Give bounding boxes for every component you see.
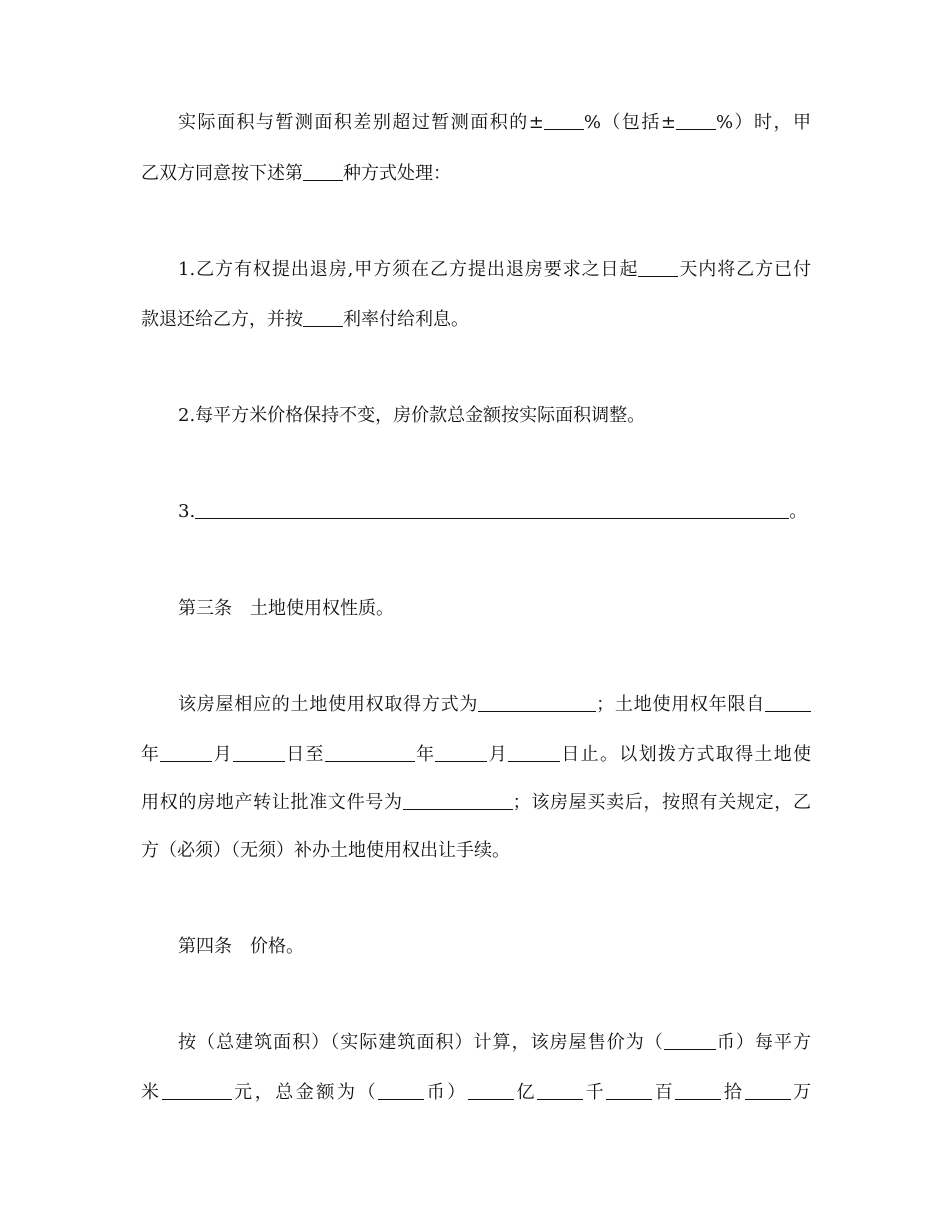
text-segment: 月 [212, 744, 233, 765]
land-use-line-4: 方（必须）（无须）补办土地使用权出让手续。 [141, 840, 510, 861]
text-segment: 元，总金额为（ [231, 1082, 379, 1103]
text-segment: 千 [583, 1082, 607, 1103]
text-segment: 乙双方同意按下述第 [141, 163, 303, 184]
blank-field [195, 500, 789, 519]
text-segment: 年 [414, 744, 436, 765]
blank-field [468, 1081, 514, 1100]
blank-field [745, 1081, 791, 1100]
article-3-heading: 第三条 土地使用权性质。 [178, 598, 394, 619]
text-segment: ；该房屋买卖后，按照有关规定，乙 [512, 792, 811, 813]
text-segment: 1.乙方有权提出退房,甲方须在乙方提出退房要求之日起 [178, 259, 639, 280]
text-segment: 拾 [721, 1082, 745, 1103]
blank-field [325, 743, 415, 762]
text-segment: 按（总建筑面积）（实际建筑面积）计算，该房屋售价为（ [178, 1032, 664, 1053]
blank-field [233, 743, 285, 762]
blank-field [675, 1081, 721, 1100]
text-segment: 日止。以划拨方式取得土地使 [560, 744, 812, 765]
text-segment: %（包括± [583, 112, 676, 133]
text-segment: 种方式处理： [343, 163, 451, 184]
option-3 [178, 500, 811, 524]
price-line-2 [141, 1081, 811, 1105]
text-segment: 币）每平方 [715, 1032, 812, 1053]
text-segment: 3. [178, 501, 196, 522]
land-use-line-2 [141, 743, 811, 767]
text-segment: 利率付给利息。 [343, 309, 469, 330]
blank-field [303, 162, 343, 181]
blank-field [508, 743, 560, 762]
text-segment: 日至 [284, 744, 325, 765]
blank-field [162, 1081, 232, 1100]
text-segment: 米 [141, 1082, 162, 1103]
article-4-heading: 第四条 价格。 [178, 936, 304, 957]
text-segment: 该房屋相应的土地使用权取得方式为 [178, 694, 479, 715]
blank-field [403, 791, 513, 810]
text-segment: 款退还给乙方，并按 [141, 309, 303, 330]
text-segment: 实际面积与暂测面积差别超过暂测面积的± [178, 112, 544, 133]
land-use-line-3 [141, 791, 811, 815]
blank-field [544, 111, 584, 130]
blank-field [537, 1081, 583, 1100]
text-segment: 年 [141, 744, 161, 765]
blank-field [303, 308, 343, 327]
text-segment: %）时，甲 [715, 112, 811, 133]
paragraph-area-difference-line-1 [178, 111, 811, 135]
paragraph-area-difference-line-2 [141, 162, 811, 186]
blank-field [676, 111, 716, 130]
text-segment: 月 [487, 744, 509, 765]
text-segment: 。 [789, 501, 808, 522]
text-segment: 亿 [513, 1082, 538, 1103]
option-1-line-1 [178, 258, 811, 282]
blank-field [765, 693, 811, 712]
blank-field [664, 1031, 716, 1050]
text-segment: 用权的房地产转让批准文件号为 [141, 792, 403, 813]
blank-field [638, 258, 678, 277]
blank-field [160, 743, 212, 762]
land-use-line-1 [178, 693, 811, 717]
text-segment: 天内将乙方已付 [678, 259, 811, 280]
blank-field [378, 1081, 424, 1100]
blank-field [478, 693, 596, 712]
text-segment: 币） [424, 1082, 468, 1103]
price-line-1 [178, 1031, 811, 1055]
blank-field [435, 743, 487, 762]
blank-field [606, 1081, 652, 1100]
option-1-line-2 [141, 308, 811, 332]
option-2: 2.每平方米价格保持不变，房价款总金额按实际面积调整。 [178, 405, 646, 426]
text-segment: 万 [790, 1082, 812, 1103]
text-segment: 百 [652, 1082, 676, 1103]
text-segment: ；土地使用权年限自 [596, 694, 766, 715]
